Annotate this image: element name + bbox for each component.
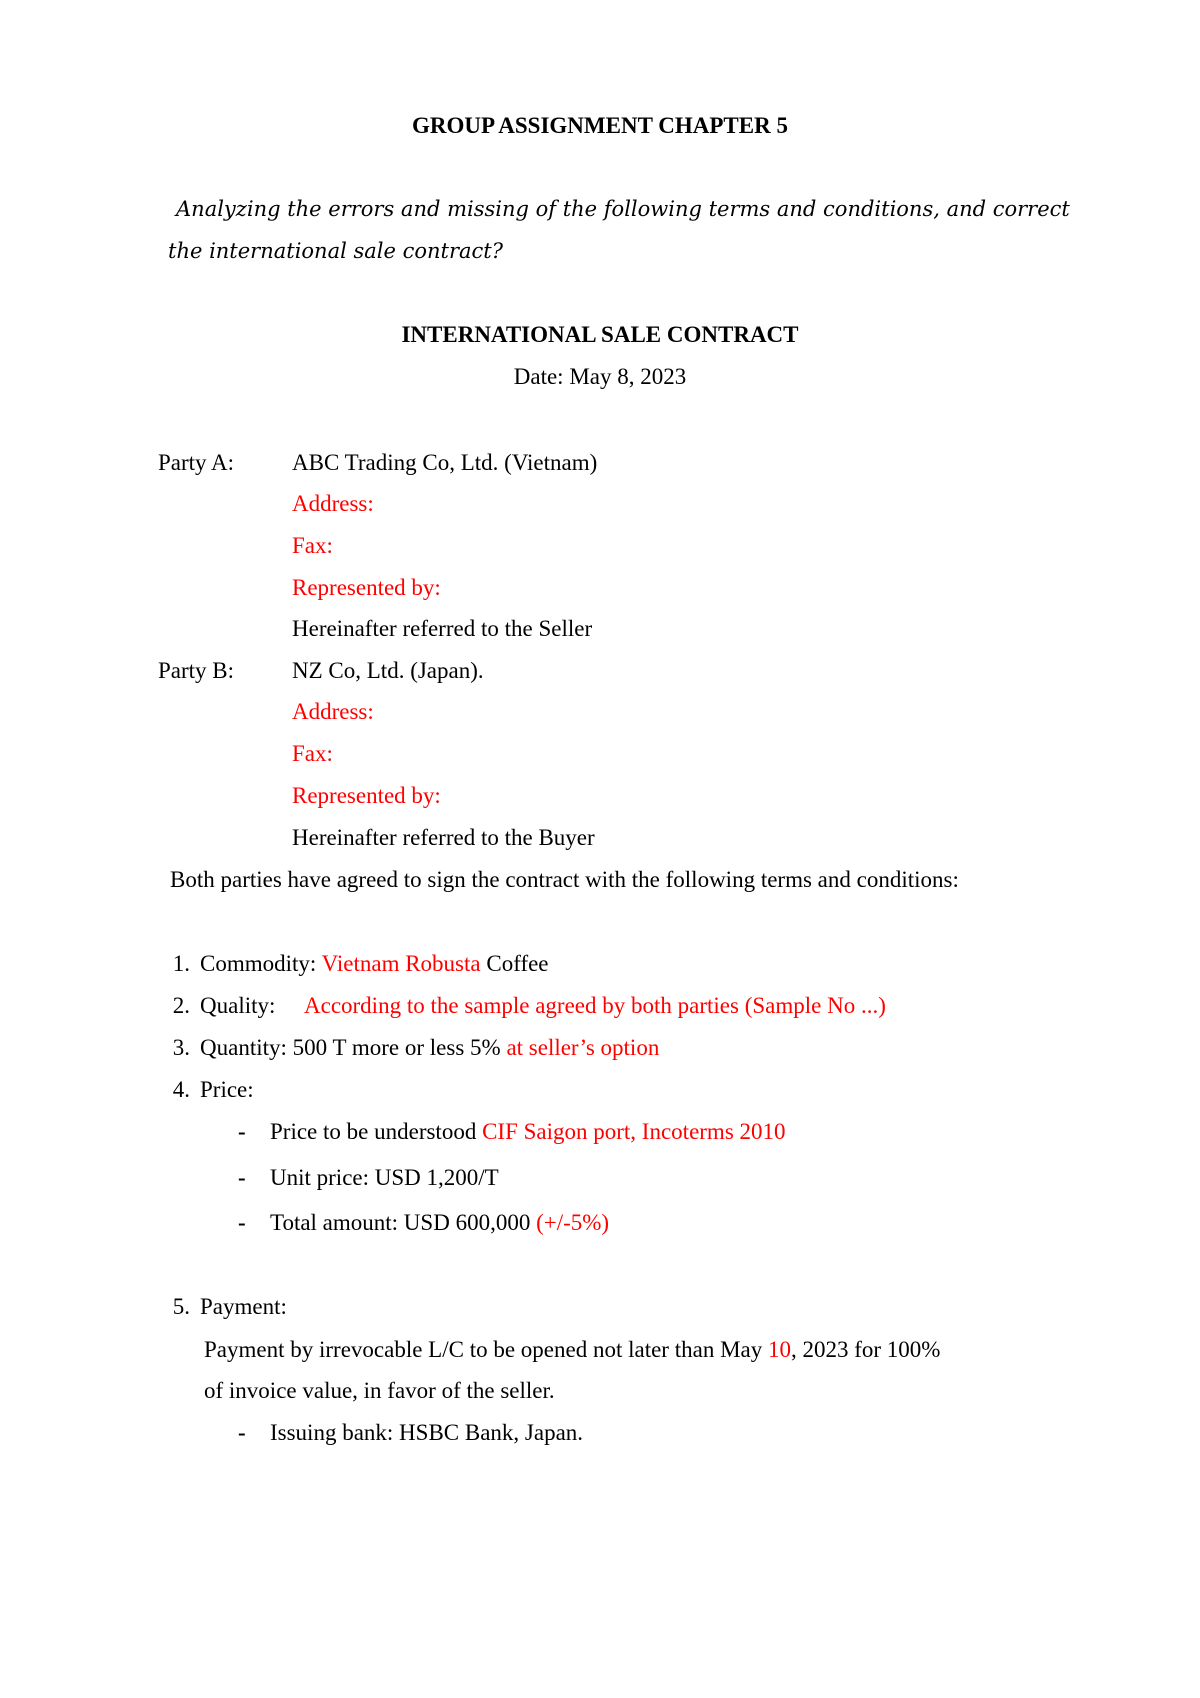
term-number: 3. bbox=[172, 1035, 190, 1060]
instructions-line-1: Analyzing the errors and missing of the following terms and conditions, and correct bbox=[176, 197, 1070, 221]
term-quantity bbox=[160, 1035, 659, 1061]
term-rest: Coffee bbox=[480, 951, 549, 976]
party-a-address: Address: bbox=[292, 491, 374, 516]
term-label: Commodity: bbox=[200, 951, 322, 976]
price-understood bbox=[270, 1119, 786, 1145]
party-b-fax: Fax: bbox=[292, 741, 333, 766]
quality-highlight: According to the sample agreed by both parties (Sample No ...) bbox=[304, 993, 886, 1018]
party-a-referred: Hereinafter referred to the Seller bbox=[292, 616, 593, 641]
payment-line-1 bbox=[204, 1337, 940, 1363]
assignment-heading: GROUP ASSIGNMENT CHAPTER 5 bbox=[412, 113, 788, 138]
term-number: 4. bbox=[172, 1077, 190, 1102]
term-commodity bbox=[160, 951, 549, 977]
price-total-highlight: (+/-5%) bbox=[536, 1210, 610, 1235]
party-b-address: Address: bbox=[292, 699, 374, 724]
term-number: 2. bbox=[172, 993, 190, 1018]
party-b-referred: Hereinafter referred to the Buyer bbox=[292, 825, 595, 850]
contract-date: Date: May 8, 2023 bbox=[513, 364, 687, 389]
payment-text-rest: , 2023 for 100% bbox=[790, 1337, 941, 1362]
party-a-represented: Represented by: bbox=[292, 575, 441, 600]
party-a-name: ABC Trading Co, Ltd. (Vietnam) bbox=[292, 450, 598, 475]
price-understood-highlight: CIF Saigon port, Incoterms 2010 bbox=[482, 1119, 786, 1144]
term-label: Price: bbox=[200, 1077, 254, 1102]
bullet-dash: - bbox=[238, 1420, 246, 1445]
term-quality bbox=[160, 993, 275, 1019]
party-b-label: Party B: bbox=[158, 658, 235, 683]
party-b-represented: Represented by: bbox=[292, 783, 441, 808]
agreement-sentence: Both parties have agreed to sign the contract with the following terms and conditions: bbox=[170, 867, 959, 892]
payment-issuing-bank: Issuing bank: HSBC Bank, Japan. bbox=[270, 1420, 584, 1445]
price-unit: Unit price: USD 1,200/T bbox=[270, 1165, 499, 1190]
term-number: 1. bbox=[172, 951, 190, 976]
party-b-name: NZ Co, Ltd. (Japan). bbox=[292, 658, 484, 683]
price-total-text: Total amount: USD 600,000 bbox=[270, 1210, 537, 1235]
instructions-line-2: the international sale contract? bbox=[168, 239, 503, 263]
term-price bbox=[160, 1077, 254, 1103]
price-understood-text: Price to be understood bbox=[270, 1119, 483, 1144]
contract-title: INTERNATIONAL SALE CONTRACT bbox=[401, 322, 799, 347]
term-number: 5. bbox=[172, 1294, 190, 1319]
bullet-dash: - bbox=[238, 1119, 246, 1144]
term-payment bbox=[160, 1294, 287, 1320]
payment-text: Payment by irrevocable L/C to be opened not later than May bbox=[204, 1337, 768, 1362]
payment-line-2: of invoice value, in favor of the seller. bbox=[204, 1378, 555, 1403]
term-label: Quantity: 500 T more or less 5% bbox=[200, 1035, 507, 1060]
party-a-fax: Fax: bbox=[292, 533, 333, 558]
term-highlight: at seller’s option bbox=[506, 1035, 660, 1060]
bullet-dash: - bbox=[238, 1210, 246, 1235]
payment-date-highlight: 10 bbox=[767, 1337, 791, 1362]
term-label: Payment: bbox=[200, 1294, 287, 1319]
term-label: Quality: bbox=[200, 993, 276, 1018]
term-highlight: Vietnam Robusta bbox=[321, 951, 481, 976]
bullet-dash: - bbox=[238, 1165, 246, 1190]
party-a-label: Party A: bbox=[158, 450, 235, 475]
price-total bbox=[270, 1210, 609, 1236]
